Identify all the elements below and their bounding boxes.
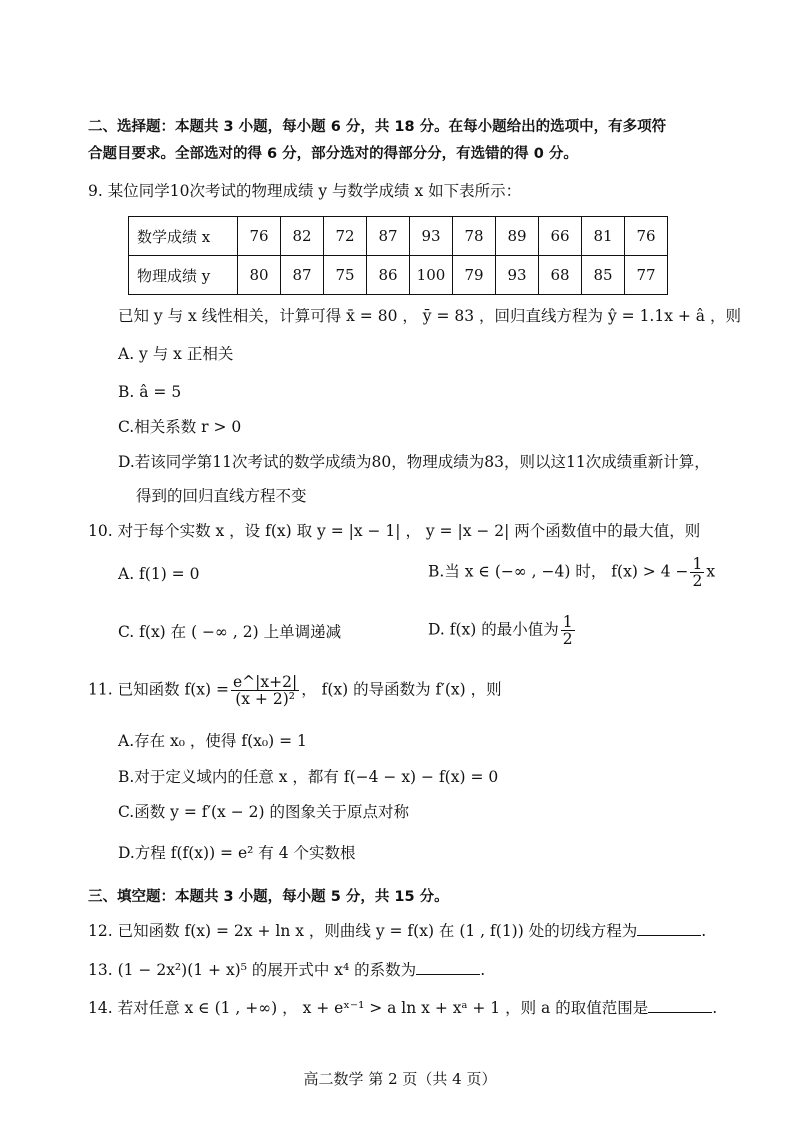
row-label-physics: 物理成绩 y [129,256,238,295]
q12 [88,919,706,942]
fraction [231,674,299,707]
table-cell: 76 [238,217,281,256]
q14-period: . [712,999,718,1017]
table-row-physics [129,256,668,295]
table-cell: 79 [453,256,496,295]
fraction-denominator: (x + 2)² [235,690,295,708]
fraction [690,556,704,589]
q10-option-b-text: B.当 x ∈ (−∞ , −4) 时， f(x) > 4 − [428,562,689,581]
table-cell: 86 [367,256,410,295]
q12-period: . [701,922,707,940]
table-cell: 87 [281,256,324,295]
q9-option-d-line2: 得到的回归直线方程不变 [136,487,307,505]
q11-option-a: A.存在 x₀ ，使得 f(x₀) = 1 [118,732,307,750]
q10-option-b [428,556,715,589]
q13-period: . [480,961,486,979]
table-cell: 78 [453,217,496,256]
row-label-math: 数学成绩 x [129,217,238,256]
answer-blank[interactable] [648,996,712,1013]
table-cell: 76 [625,217,668,256]
fraction-numerator: e^|x+2| [233,673,298,691]
table-cell: 68 [539,256,582,295]
table-cell: 80 [238,256,281,295]
table-cell: 100 [410,256,453,295]
fraction-numerator: 1 [692,555,703,573]
answer-blank[interactable] [416,958,480,975]
q11-option-c: C.函数 y = f′(x − 2) 的图象关于原点对称 [118,803,409,821]
q9-stem: 9. 某位同学10次考试的物理成绩 y 与数学成绩 x 如下表所示： [88,182,522,200]
q11-stem [88,674,502,707]
q10-option-c: C. f(x) 在 ( −∞ , 2) 上单调递减 [118,623,342,641]
table-cell: 72 [324,217,367,256]
q9-option-a: A. y 与 x 正相关 [118,345,234,363]
scores-table [128,216,668,295]
page-footer: 高二数学 第 2 页（共 4 页） [303,1070,497,1088]
fraction [561,614,575,647]
table-cell: 75 [324,256,367,295]
table-cell: 82 [281,217,324,256]
table-cell: 66 [539,217,582,256]
table-cell: 77 [625,256,668,295]
q9-option-c: C.相关系数 r > 0 [118,418,242,436]
table-cell: 87 [367,217,410,256]
fraction-denominator: 2 [562,630,573,648]
q10-stem: 10. 对于每个实数 x ，设 f(x) 取 y = |x − 1| ， y = |x − 2| 两个函数值中的最大值，则 [88,522,701,540]
q10-option-d-text: D. f(x) 的最小值为 [428,620,559,639]
q12-text: 12. 已知函数 f(x) = 2x + ln x ，则曲线 y = f(x) 在 (1 , f(1)) 处的切线方程为 [88,922,638,940]
q9-given: 已知 y 与 x 线性相关，计算可得 x̄ = 80 ， ȳ = 83 ，回归直线方程为 ŷ = 1.1x + â ，则 [118,307,741,325]
q9-option-b: B. â = 5 [118,383,182,401]
table-cell: 93 [410,217,453,256]
q11-stem-tail: ， f(x) 的导函数为 f′(x) ，则 [301,680,502,699]
fraction-denominator: 2 [692,572,703,590]
q10-option-a: A. f(1) = 0 [118,565,200,583]
q14-text: 14. 若对任意 x ∈ (1 , +∞) ， x + eˣ⁻¹ > a ln x + xᵃ + 1 ，则 a 的取值范围是 [88,999,649,1017]
table-cell: 81 [582,217,625,256]
answer-blank[interactable] [637,919,701,936]
q11-option-b: B.对于定义域内的任意 x ，都有 f(−4 − x) − f(x) = 0 [118,768,499,786]
q9-option-d-line1: D.若该同学第11次考试的数学成绩为80，物理成绩为83，则以这11次成绩重新计算， [118,453,710,471]
q10-option-b-tail: x [706,562,716,581]
q13 [88,958,485,981]
q13-text: 13. (1 − 2x²)(1 + x)⁵ 的展开式中 x⁴ 的系数为 [88,961,417,979]
table-row-math [129,217,668,256]
fraction-numerator: 1 [562,613,573,631]
q11-stem-text: 11. 已知函数 f(x) = [88,680,229,699]
table-cell: 89 [496,217,539,256]
section3-header: 三、填空题：本题共 3 小题，每小题 5 分，共 15 分。 [88,889,449,905]
q11-option-d: D.方程 f(f(x)) = e² 有 4 个实数根 [118,844,356,862]
section2-header-line1: 二、选择题：本题共 3 小题，每小题 6 分，共 18 分。在每小题给出的选项中，有多项符 [88,119,667,135]
table-cell: 85 [582,256,625,295]
q10-option-d [428,614,577,647]
q14 [88,996,717,1019]
table-cell: 93 [496,256,539,295]
section2-header-line2: 合题目要求。全部选对的得 6 分，部分选对的得部分分，有选错的得 0 分。 [88,146,578,162]
